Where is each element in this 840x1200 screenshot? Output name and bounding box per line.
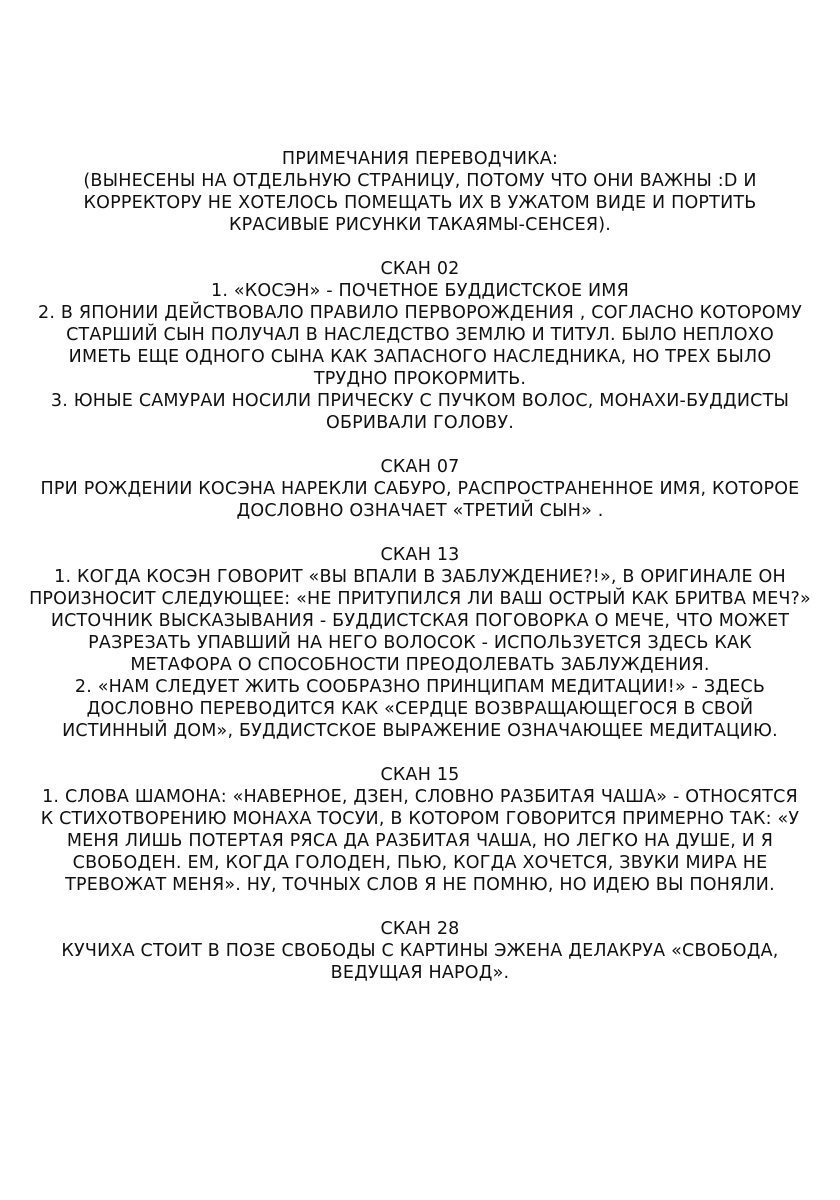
section-heading: СКАН 15	[380, 765, 460, 785]
section-text: 1. «КОСЭН» - ПОЧЕТНОЕ БУДДИСТСКОЕ ИМЯ 2. В ЯПОНИИ ДЕЙСТВОВАЛО ПРАВИЛО ПЕРВОРОЖДЕНИЯ , СОГЛАСНО КОТОРОМУ СТАРШИЙ СЫН ПОЛУЧАЛ В НАСЛЕДСТВО ЗЕМЛЮ И ТИТУЛ. БЫЛО НЕПЛОХО ИМЕТЬ ЕЩЕ ОДНОГО СЫНА КАК ЗАПАСНОГО НАСЛЕДНИКА, НО ТРЕХ БЫЛО ТРУДНО ПРОКОРМИТЬ. 3. ЮНЫЕ САМУРАИ НОСИЛИ ПРИЧЕСКУ С ПУЧКОМ ВОЛОС, МОНАХИ-БУДДИСТЫ ОБРИВАЛИ ГОЛОВУ.	[38, 281, 802, 433]
section-scan-28	[25, 918, 815, 984]
intro-text: (ВЫНЕСЕНЫ НА ОТДЕЛЬНУЮ СТРАНИЦУ, ПОТОМУ ЧТО ОНИ ВАЖНЫ :D И КОРРЕКТОРУ НЕ ХОТЕЛОСЬ ПОМЕЩАТЬ ИХ В УЖАТОМ ВИДЕ И ПОРТИТЬ КРАСИВЫЕ РИСУНКИ ТАКАЯМЫ-СЕНСЕЯ).	[83, 171, 757, 235]
intro-block	[25, 148, 815, 236]
section-scan-02	[25, 258, 815, 434]
section-heading: СКАН 13	[380, 545, 460, 565]
section-heading: СКАН 28	[380, 919, 460, 939]
section-text: 1. СЛОВА ШАМОНА: «НАВЕРНОЕ, ДЗЕН, СЛОВНО РАЗБИТАЯ ЧАША» - ОТНОСЯТСЯ К СТИХОТВОРЕНИЮ МОНАХА ТОСУИ, В КОТОРОМ ГОВОРИТСЯ ПРИМЕРНО ТАК: «У МЕНЯ ЛИШЬ ПОТЕРТАЯ РЯСА ДА РАЗБИТАЯ ЧАША, НО ЛЕГКО НА ДУШЕ, И Я СВОБОДЕН. ЕМ, КОГДА ГОЛОДЕН, ПЬЮ, КОГДА ХОЧЕТСЯ, ЗВУКИ МИРА НЕ ТРЕВОЖАТ МЕНЯ». НУ, ТОЧНЫХ СЛОВ Я НЕ ПОМНЮ, НО ИДЕЮ ВЫ ПОНЯЛИ.	[40, 787, 800, 895]
page-title: ПРИМЕЧАНИЯ ПЕРЕВОДЧИКА:	[281, 149, 559, 169]
section-scan-13	[25, 544, 815, 742]
section-text: КУЧИХА СТОИТ В ПОЗЕ СВОБОДЫ С КАРТИНЫ ЭЖЕНА ДЕЛАКРУА «СВОБОДА, ВЕДУЩАЯ НАРОД».	[61, 941, 779, 983]
translator-notes-page	[0, 148, 840, 984]
section-text: ПРИ РОЖДЕНИИ КОСЭНА НАРЕКЛИ САБУРО, РАСПРОСТРАНЕННОЕ ИМЯ, КОТОРОЕ ДОСЛОВНО ОЗНАЧАЕТ «ТРЕТИЙ СЫН» .	[40, 479, 800, 521]
section-text: 1. КОГДА КОСЭН ГОВОРИТ «ВЫ ВПАЛИ В ЗАБЛУЖДЕНИЕ?!», В ОРИГИНАЛЕ ОН ПРОИЗНОСИТ СЛЕДУЮЩЕЕ: «НЕ ПРИТУПИЛСЯ ЛИ ВАШ ОСТРЫЙ КАК БРИТВА МЕЧ?» ИСТОЧНИК ВЫСКАЗЫВАНИЯ - БУДДИСТСКАЯ ПОГОВОРКА О МЕЧЕ, ЧТО МОЖЕТ РАЗРЕЗАТЬ УПАВШИЙ НА НЕГО ВОЛОСОК - ИСПОЛЬЗУЕТСЯ ЗДЕСЬ КАК МЕТАФОРА О СПОСОБНОСТИ ПРЕОДОЛЕВАТЬ ЗАБЛУЖДЕНИЯ. 2. «НАМ СЛЕДУЕТ ЖИТЬ СООБРАЗНО ПРИНЦИПАМ МЕДИТАЦИИ!» - ЗДЕСЬ ДОСЛОВНО ПЕРЕВОДИТСЯ КАК «СЕРДЦЕ ВОЗВРАЩАЮЩЕГОСЯ В СВОЙ ИСТИННЫЙ ДОМ», БУДДИСТСКОЕ ВЫРАЖЕНИЕ ОЗНАЧАЮЩЕЕ МЕДИТАЦИЮ.	[29, 567, 811, 741]
section-scan-15	[25, 764, 815, 896]
section-heading: СКАН 07	[380, 457, 460, 477]
section-scan-07	[25, 456, 815, 522]
section-heading: СКАН 02	[380, 259, 460, 279]
